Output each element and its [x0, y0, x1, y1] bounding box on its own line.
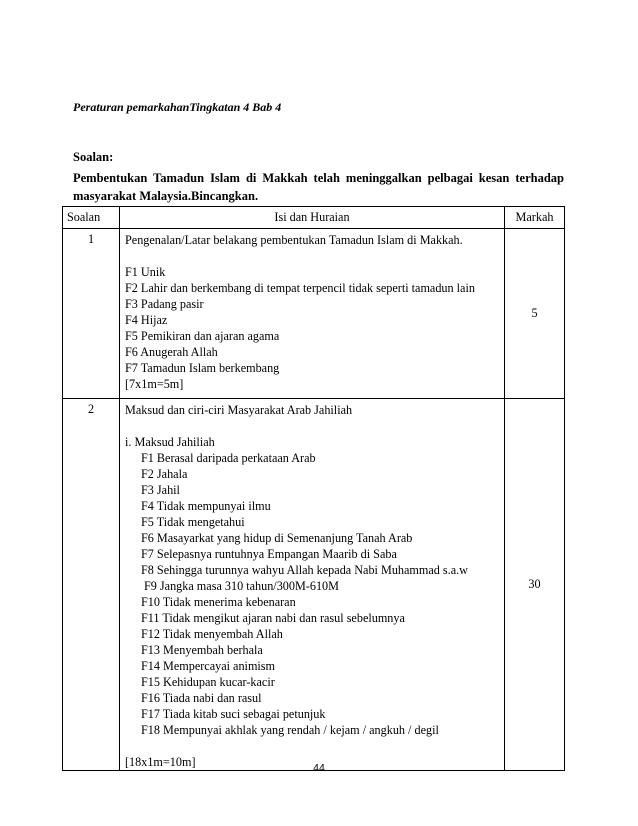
document-heading: Peraturan pemarkahanTingkatan 4 Bab 4 [73, 100, 282, 114]
list-item: F5 Pemikiran dan ajaran agama [125, 329, 280, 343]
row-mark: 5 [505, 229, 565, 399]
list-item: F10 Tidak menerima kebenaran [141, 595, 296, 609]
list-item: F15 Kehidupan kucar-kacir [141, 675, 275, 689]
list-item: F6 Anugerah Allah [125, 345, 218, 359]
list-item: F2 Lahir dan berkembang di tempat terpencil tidak seperti tamadun lain [125, 281, 475, 295]
list-item: [7x1m=5m] [125, 377, 184, 391]
list-item: F14 Mempercayai animism [141, 659, 276, 673]
list-item: F5 Tidak mengetahui [141, 515, 245, 529]
list-item: F2 Jahala [141, 467, 188, 481]
table-header-row [63, 207, 565, 229]
list-item: F9 Jangka masa 310 tahun/300M-610M [144, 579, 339, 593]
row-title: Pengenalan/Latar belakang pembentukan Tamadun Islam di Makkah. [125, 233, 463, 247]
row-content [120, 229, 505, 399]
row-footer: [18x1m=10m] [125, 755, 196, 769]
list-item: F11 Tidak mengikut ajaran nabi dan rasul sebelumnya [141, 611, 405, 625]
row-subtitle: i. Maksud Jahiliah [125, 435, 215, 449]
header-isi-dan-huraian: Isi dan Huraian [120, 207, 505, 229]
table-row [63, 229, 565, 399]
header-soalan: Soalan [63, 207, 120, 229]
list-item: F1 Unik [125, 265, 166, 279]
list-item: F18 Mempunyai akhlak yang rendah / kejam / angkuh / degil [141, 723, 439, 737]
list-item: F13 Menyembah berhala [141, 643, 263, 657]
page-number: 44 [313, 762, 325, 774]
list-item: F4 Tidak mempunyai ilmu [141, 499, 271, 513]
header-markah: Markah [505, 207, 565, 229]
list-item: F17 Tiada kitab suci sebagai petunjuk [141, 707, 326, 721]
soalan-label: Soalan: [73, 150, 114, 164]
row-number: 2 [63, 399, 120, 771]
list-item: F1 Berasal daripada perkataan Arab [141, 451, 316, 465]
table-row [63, 399, 565, 771]
question-text: Pembentukan Tamadun Islam di Makkah telah meninggalkan pelbagai kesan terhadap masyarakat Malaysia.Bincangkan. [73, 171, 564, 203]
list-item: F12 Tidak menyembah Allah [141, 627, 283, 641]
marking-table [62, 206, 565, 771]
list-item: F3 Padang pasir [125, 297, 204, 311]
row-mark: 30 [505, 399, 565, 771]
list-item: F6 Masayarkat yang hidup di Semenanjung Tanah Arab [141, 531, 413, 545]
list-item: F7 Tamadun Islam berkembang [125, 361, 280, 375]
list-item: F3 Jahil [141, 483, 180, 497]
row-number: 1 [63, 229, 120, 399]
list-item: F4 Hijaz [125, 313, 168, 327]
list-item: F16 Tiada nabi dan rasul [141, 691, 262, 705]
row-content [120, 399, 505, 771]
list-item: F8 Sehingga turunnya wahyu Allah kepada Nabi Muhammad s.a.w [141, 563, 468, 577]
list-item: F7 Selepasnya runtuhnya Empangan Maarib di Saba [141, 547, 397, 561]
row-title: Maksud dan ciri-ciri Masyarakat Arab Jahiliah [125, 403, 353, 417]
